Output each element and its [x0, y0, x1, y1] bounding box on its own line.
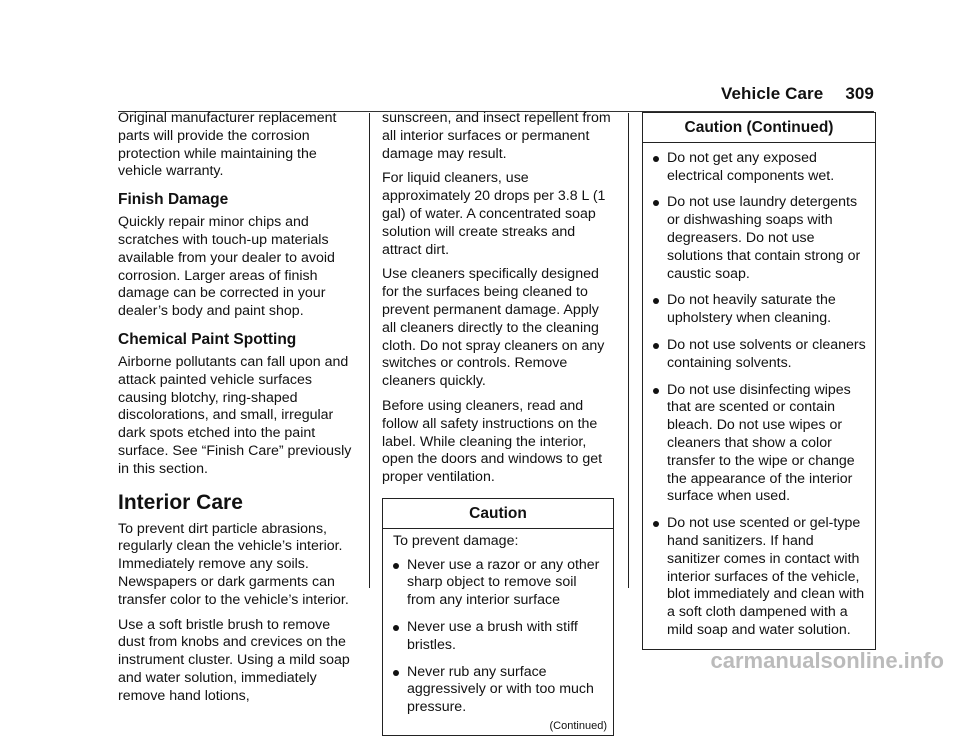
page-number: 309 [845, 84, 874, 103]
bullet-icon [653, 200, 659, 206]
finish-damage-heading: Finish Damage [118, 191, 229, 209]
column-divider-2 [628, 113, 629, 588]
column-2 [382, 110, 614, 736]
finish-damage-paragraph: Quickly repair minor chips and scratches with touch-up materials available from your dealer to avoid corrosion. Larger areas of finish damage can be corrected in your dealer’s body and paint shop. [118, 214, 335, 320]
bullet-icon [393, 563, 399, 569]
col2-paragraph-4: Before using cleaners, read and follow all safety instructions on the label. While cleaning the interior, open the doors and windows to get proper ventilation. [382, 397, 603, 486]
list-item: Never use a brush with stiff bristles. [393, 619, 605, 655]
bullet-icon [653, 388, 659, 394]
column-3 [642, 112, 876, 650]
bullet-icon [653, 156, 659, 162]
caution-title: Caution [383, 499, 613, 529]
caution-continued-list [643, 147, 875, 640]
list-item: Do not use laundry detergents or dishwashing soaps with degreasers. Do not use solutions that contain strong or caustic soap. [653, 194, 867, 283]
caution-box [382, 498, 614, 736]
interior-care-paragraph-1: To prevent dirt particle abrasions, regularly clean the vehicle’s interior. Immediately remove any soils. Newspapers or dark garments can transfer color to the vehicle’s interior. [118, 520, 349, 608]
intro-paragraph: Original manufacturer replacement parts will provide the corrosion protection while maintaining the vehicle warranty. [118, 110, 337, 180]
bullet-icon [653, 343, 659, 349]
column-1 [118, 110, 358, 713]
page-header [721, 84, 874, 104]
bullet-icon [393, 670, 399, 676]
continued-label: (Continued) [549, 719, 607, 732]
interior-care-heading: Interior Care [118, 490, 243, 514]
bullet-icon [393, 625, 399, 631]
list-item: Do not use scented or gel-type hand sanitizers. If hand sanitizer comes in contact with interior surfaces of the vehicle, blot immediately and clean with a soft cloth dampened with a mild soap and water solution. [653, 515, 867, 640]
caution-continued-box [642, 112, 876, 650]
col2-paragraph-2: For liquid cleaners, use approximately 20 drops per 3.8 L (1 gal) of water. A concentrated soap solution will create streaks and attract dirt. [382, 170, 606, 258]
list-item: Never rub any surface aggressively or with too much pressure. [393, 664, 605, 717]
bullet-icon [653, 298, 659, 304]
list-item: Do not heavily saturate the upholstery when cleaning. [653, 292, 867, 328]
list-item: Do not get any exposed electrical components wet. [653, 150, 867, 186]
section-title: Vehicle Care [721, 84, 824, 103]
bullet-icon [653, 521, 659, 527]
interior-care-paragraph-2: Use a soft bristle brush to remove dust from knobs and crevices on the instrument cluster. Using a mild soap and water solution, immediately remove hand lotions, [118, 616, 350, 704]
col2-paragraph-3: Use cleaners specifically designed for the surfaces being cleaned to prevent permanent damage. Apply all cleaners directly to the cleaning cloth. Do not spray cleaners on any switches or controls. Remove cleaners quickly. [382, 266, 605, 390]
list-item: Do not use solvents or cleaners containing solvents. [653, 337, 867, 373]
paint-spotting-heading: Chemical Paint Spotting [118, 330, 297, 348]
col2-paragraph-1: sunscreen, and insect repellent from all interior surfaces or permanent damage may result. [382, 110, 611, 162]
list-item: Never use a razor or any other sharp object to remove soil from any interior surface [393, 557, 605, 610]
paint-spotting-paragraph: Airborne pollutants can fall upon and attack painted vehicle surfaces causing blotchy, ring-shaped discolorations, and small, irregular dark spots etched into the paint surface. See “Finish Care” previously in this section. [118, 353, 352, 477]
column-divider-1 [369, 113, 370, 588]
list-item: Do not use disinfecting wipes that are scented or contain bleach. Do not use wipes or cleaners that show a color transfer to the wipe or change the appearance of the interior surface when used. [653, 382, 867, 507]
caution-intro: To prevent damage: [393, 532, 519, 549]
watermark: carmanualsonline.info [710, 648, 944, 673]
caution-list [383, 557, 613, 717]
caution-continued-title: Caution (Continued) [643, 113, 875, 143]
